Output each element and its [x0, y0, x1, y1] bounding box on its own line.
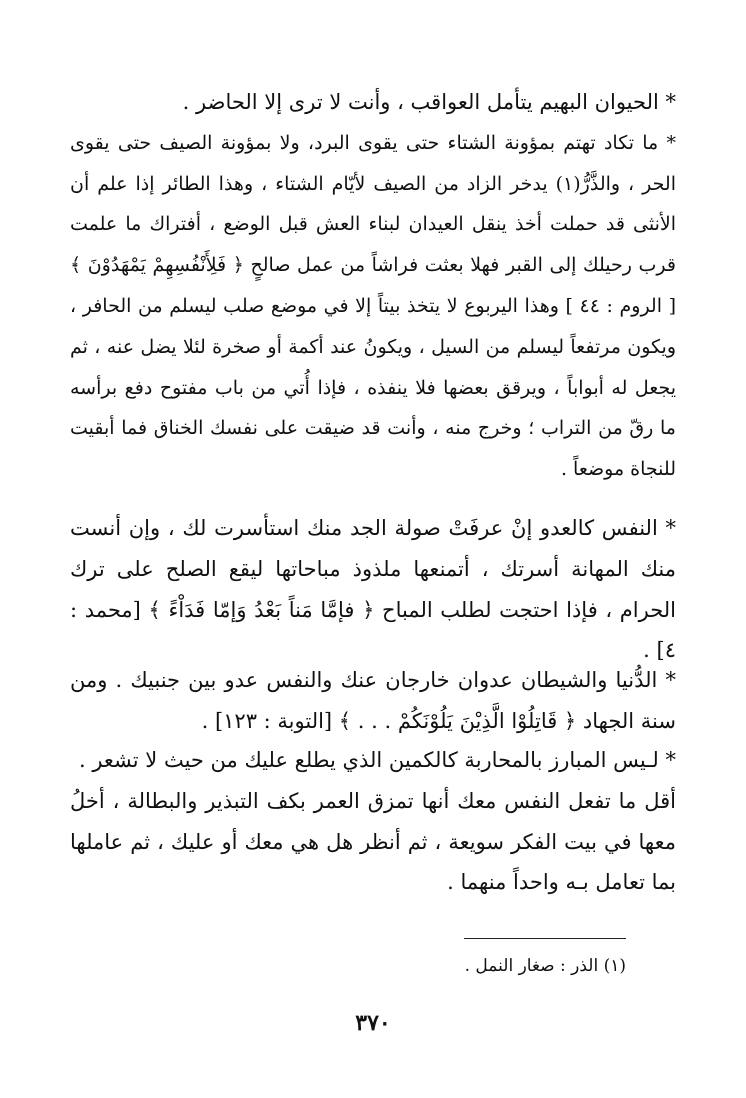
- paragraph-provisions: * ما تكاد تهتم بمؤونة الشتاء حتى يقوى البرد، ولا بمؤونة الصيف حتى يقوى الحر ، والذَّرُّ(١) يدخر الزاد من الصيف لأيّام الشتاء ، وهذا الطائر إذا علم أن الأنثى قد حملت أخذ ينقل العيدان لبناء العش قبل الوضع ، أفتراك ما علمت قرب رحيلك إلى القبر فهلا بعثت فراشاً من عمل صالحٍ ﴿ فَلِأَنْفُسِهِمْ يَمْهَدُوْنَ ﴾ [ الروم : ٤٤ ] وهذا اليربوع لا يتخذ بيتاً إلا في موضع صلب ليسلم من الحافر ، ويكون مرتفعاً ليسلم من السيل ، ويكونُ عند أكمة أو صخرة لئلا يضل عنه ، ثم يجعل له أبواباً ، ويرقق بعضها فلا ينفذه ، فإذا أُتي من باب مفتوح دفع برأسه ما رقّ من التراب ؛ وخرج منه ، وأنت قد ضيقت على نفسك الخناق فما أبقيت للنجاة موضعاً .: [70, 131, 676, 481]
- world-text-block: [70, 660, 676, 742]
- ambush-text-block: [70, 740, 676, 903]
- paragraph-world-devil: * الدُّنيا والشيطان عدوان خارجان عنك والنفس عدو بين جنبيك . ومن سنة الجهاد ﴿ قَاتِلُوْا الَّذِيْنَ يَلُوْنَكُمْ . . . ﴾ [التوبة : ١٢٣] .: [70, 668, 676, 733]
- footnote-divider: [464, 938, 626, 939]
- paragraph-waste: أقل ما تفعل النفس معك أنها تمزق العمر بكف التبذير والبطالة ، أخلُ معها في بيت الفكر سويعة ، ثم أنظر هل هي معك أو عليك ، ثم عاملها بما تعامل بـه واحداً منهما .: [70, 788, 676, 895]
- paragraph-animal: * الحيوان البهيم يتأمل العواقب ، وأنت لا ترى إلا الحاضر .: [182, 90, 676, 114]
- soul-text-block: [70, 508, 676, 671]
- main-text-block: [70, 82, 676, 490]
- paragraph-ambush: * لـيس المبارز بالمحاربة كالكمين الذي يطلع عليك من حيث لا تشعر .: [78, 748, 676, 772]
- page-number: ٣٧٠: [355, 1010, 391, 1036]
- footnote: (١) الذر : صغار النمل .: [464, 956, 626, 976]
- paragraph-soul-enemy: * النفس كالعدو إنْ عرفَتْ صولة الجد منك استأسرت لك ، وإن أنست منك المهانة أسرتك ، أتمنعها ملذوذ مباحاتها ليقع الصلح على ترك الحرام ، فإذا احتجت لطلب المباح ﴿ فإمَّا مَناً بَعْدُ وَإمّا فَدَاْءً ﴾ [محمد : ٤] .: [70, 516, 676, 663]
